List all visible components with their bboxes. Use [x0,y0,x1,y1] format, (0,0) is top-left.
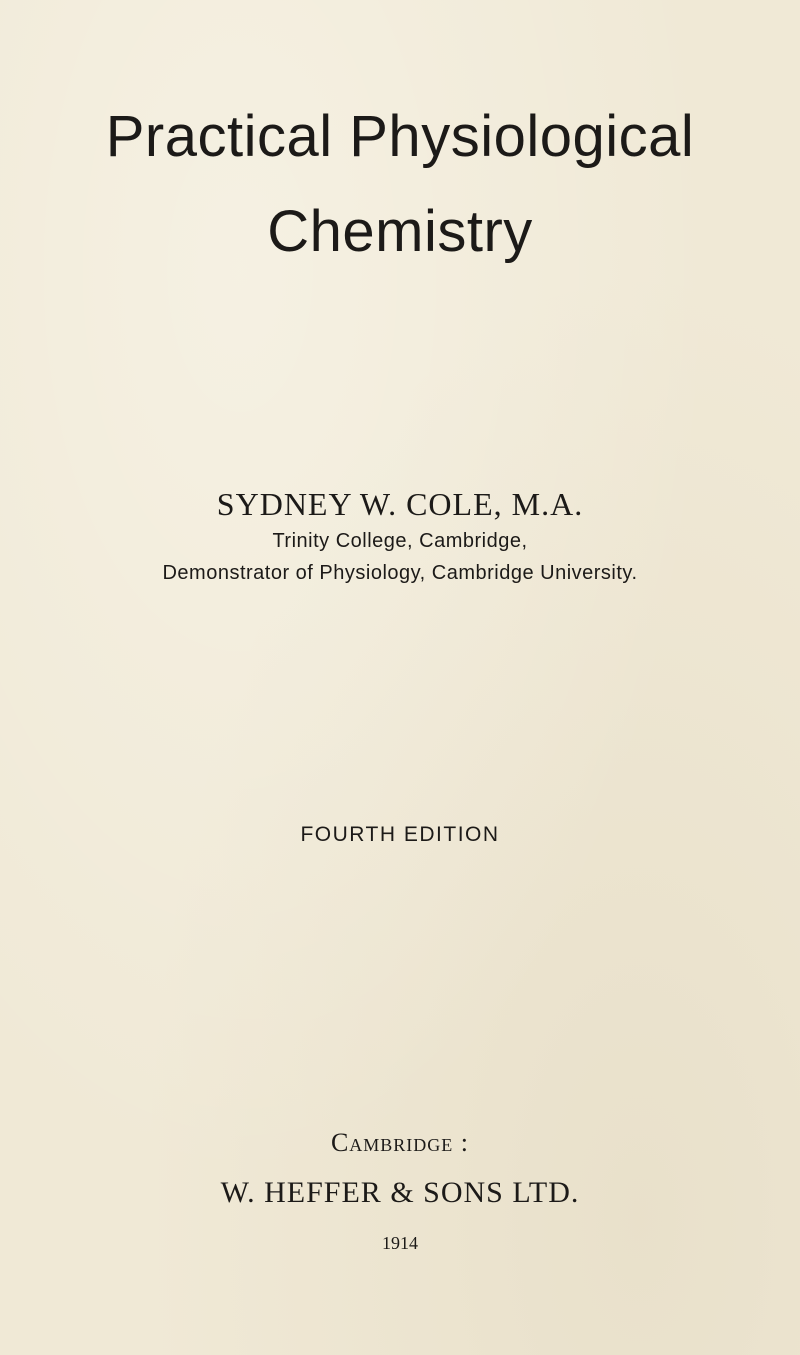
author-affiliation-position: Demonstrator of Physiology, Cambridge University. [162,562,638,584]
book-title-line-2: Chemistry [267,199,533,264]
publication-place: Cambridge : [330,1128,470,1157]
publisher-name: W. HEFFER & SONS LTD. [220,1176,580,1209]
author-affiliation-college: Trinity College, Cambridge, [272,530,528,552]
book-title-line-1: Practical Physiological [105,104,695,169]
author-name: SYDNEY W. COLE, M.A. [216,486,584,522]
edition-statement: FOURTH EDITION [300,823,500,846]
publication-year: 1914 [382,1233,418,1253]
